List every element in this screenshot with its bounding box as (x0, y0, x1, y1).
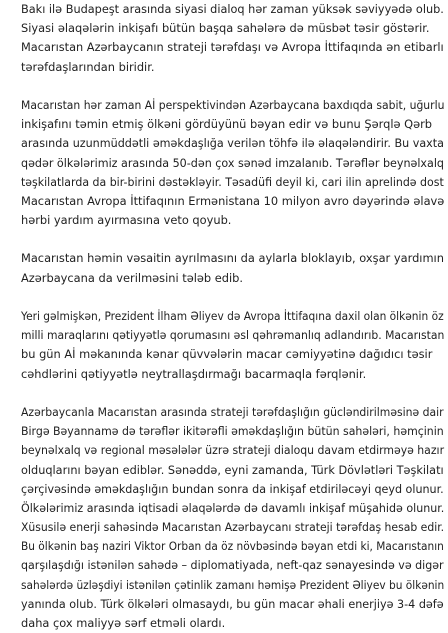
text-line: bu gün Aİ məkanında kənar qüvvələrin macar cəmiyyətinə dağıdıcı təsir (21, 347, 433, 362)
text-line: inkişafını təmin etmiş ölkəni gördüyünü bəyan edir və bunu Şərqlə Qərb (21, 117, 433, 132)
text-line: beynəlxalq və regional məsələlər üzrə strateji dialoqu davam etdirməyə hazır (21, 443, 445, 458)
paragraph (21, 249, 444, 287)
text-line: çərçivəsində əməkdaşlığın bundan sonra da inkişaf etdiriləcəyi qeyd olunur. (21, 481, 444, 496)
paragraph (21, 307, 445, 384)
text-line: arasında uzunmüddətli əməkdaşlığa verilən töhfə ilə əlaqələndirir. Bu vaxta (21, 136, 444, 151)
text-line: Yeri gəlmişkən, Prezident İlham Əliyev də Avropa İttifaqına daxil olan ölkənin öz (21, 309, 444, 323)
text-line: Siyasi əlaqələrin inkişafı bütün başqa sahələrə də müsbət təsir göstərir. (21, 21, 430, 36)
text-line: Macarıstan həmin vəsaitin ayrılmasını da aylarla bloklayıb, oxşar yardımın (21, 251, 444, 266)
text-line: Azərbaycana da verilməsini tələb edib. (21, 270, 244, 285)
paragraph (21, 403, 445, 633)
paragraph (21, 0, 444, 77)
text-line: Xüsusilə enerji sahəsində Macarıstan Azərbaycanı strateji tərəfdaş hesab edir. (21, 520, 445, 535)
text-line: olduqlarını bəyan ediblər. Sənəddə, eyni zamanda, Türk Dövlətləri Təşkilatı (21, 462, 444, 477)
text-line: təşkilatlarda da bir-birini dəstəkləyir. Təsadüfi deyil ki, cari ilin aprelində dost (21, 174, 444, 189)
text-line: hərbi yardım ayırmasına veto qoyub. (21, 213, 232, 228)
text-line: yanında olub. Türk ölkələri olmasaydı, bu gün macar əhali enerjiyə 3-4 dəfə (21, 596, 444, 611)
text-line: Bu ölkənin baş naziri Viktor Orban da öz növbəsində bəyan etdi ki, Macarıstanın (21, 539, 444, 554)
text-line: daha çox maliyyə sərf etməli olardı. (21, 616, 226, 630)
text-line: Bakı ilə Budapeşt arasında siyasi dialoq hər zaman yüksək səviyyədə olub. (21, 2, 444, 16)
text-line: sahələrdə üzləşdiyi istənilən çətinlik zamanı həmişə Prezident Əliyev bu ölkənin (21, 577, 445, 592)
text-line: milli maraqlarını qətiyyətlə qorumasını əsl qəhrəmanlıq adlandırıb. Macarıstan (21, 328, 445, 343)
text-line: Ölkələrimiz arasında iqtisadi əlaqələrdə də davamlı inkişaf müşahidə olunur. (21, 500, 445, 515)
text-line: tərəfdaşlarından biridir. (21, 59, 155, 74)
text-line: Birgə Bəyannamə də tərəflər ikitərəfli əməkdaşlığın bütün sahələri, həmçinin (21, 424, 444, 439)
text-line: cəhdlərini qətiyyətlə neytrallaşdırmağı bacarmaqla fərqlənir. (21, 366, 367, 381)
text-line: Azərbaycanla Macarıstan arasında strateji tərəfdaşlığın gücləndirilməsinə dair (21, 404, 444, 419)
text-line: Macarıstan Avropa İttifaqının Ermənistana 10 milyon avro dəyərində əlavə (21, 193, 445, 208)
paragraph (21, 96, 445, 230)
text-line: qarşılaşdığı istənilən sahədə – diplomatiyada, neft-qaz sənayesində və digər (21, 558, 444, 573)
text-line: Macarıstan Azərbaycanın strateji tərəfdaşı və Avropa İttifaqında ən etibarlı (21, 40, 444, 55)
text-line: Macarıstan hər zaman Aİ perspektivindən Azərbaycana baxdıqda sabit, uğurlu (21, 97, 445, 112)
text-line: qədər ölkələrimiz arasında 50-dən çox sənəd imzalanıb. Tərəflər beynəlxalq (21, 155, 444, 170)
